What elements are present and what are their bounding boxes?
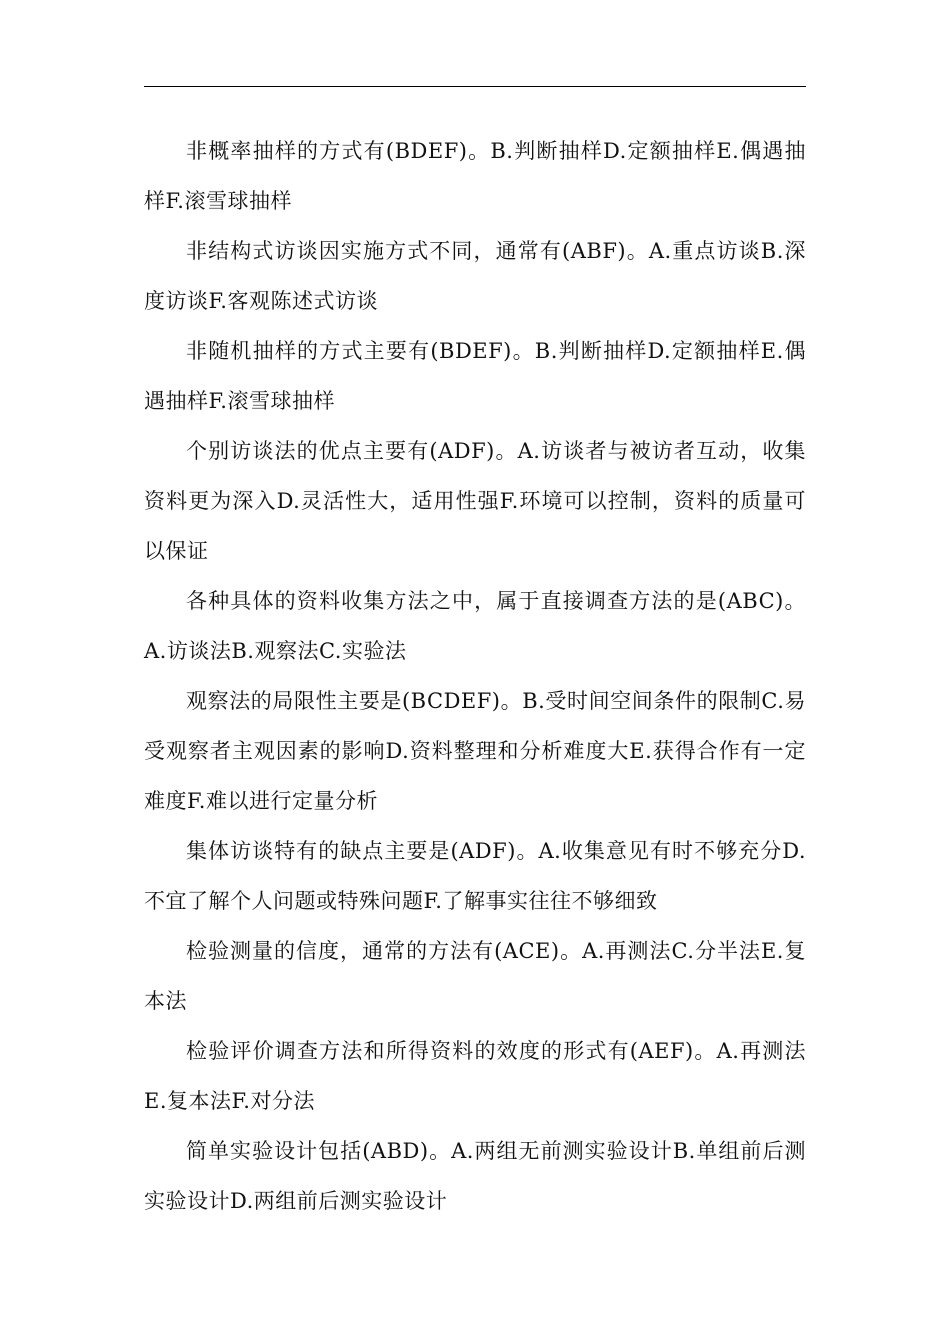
paragraph: 集体访谈特有的缺点主要是(ADF)。A.收集意见有时不够充分D.不宜了解个人问题或特殊问题F.了解事实往往不够细致	[144, 839, 806, 913]
paragraph: 个别访谈法的优点主要有(ADF)。A.访谈者与被访者互动，收集资料更为深入D.灵活性大，适用性强F.环境可以控制，资料的质量可以保证	[144, 439, 806, 563]
paragraph: 各种具体的资料收集方法之中，属于直接调查方法的是(ABC)。A.访谈法B.观察法C.实验法	[144, 589, 806, 663]
paragraph: 观察法的局限性主要是(BCDEF)。B.受时间空间条件的限制C.易受观察者主观因素的影响D.资料整理和分析难度大E.获得合作有一定难度F.难以进行定量分析	[144, 689, 806, 813]
document-body	[144, 126, 806, 1226]
header-rule	[144, 86, 806, 87]
paragraph: 检验评价调查方法和所得资料的效度的形式有(AEF)。A.再测法E.复本法F.对分法	[144, 1039, 806, 1113]
paragraph: 简单实验设计包括(ABD)。A.两组无前测实验设计B.单组前后测实验设计D.两组前后测实验设计	[144, 1139, 806, 1213]
paragraph: 非随机抽样的方式主要有(BDEF)。B.判断抽样D.定额抽样E.偶遇抽样F.滚雪球抽样	[144, 339, 806, 413]
paragraph: 非概率抽样的方式有(BDEF)。B.判断抽样D.定额抽样E.偶遇抽样F.滚雪球抽样	[144, 139, 806, 213]
paragraph: 检验测量的信度，通常的方法有(ACE)。A.再测法C.分半法E.复本法	[144, 939, 806, 1013]
paragraph: 非结构式访谈因实施方式不同，通常有(ABF)。A.重点访谈B.深度访谈F.客观陈述式访谈	[144, 239, 806, 313]
